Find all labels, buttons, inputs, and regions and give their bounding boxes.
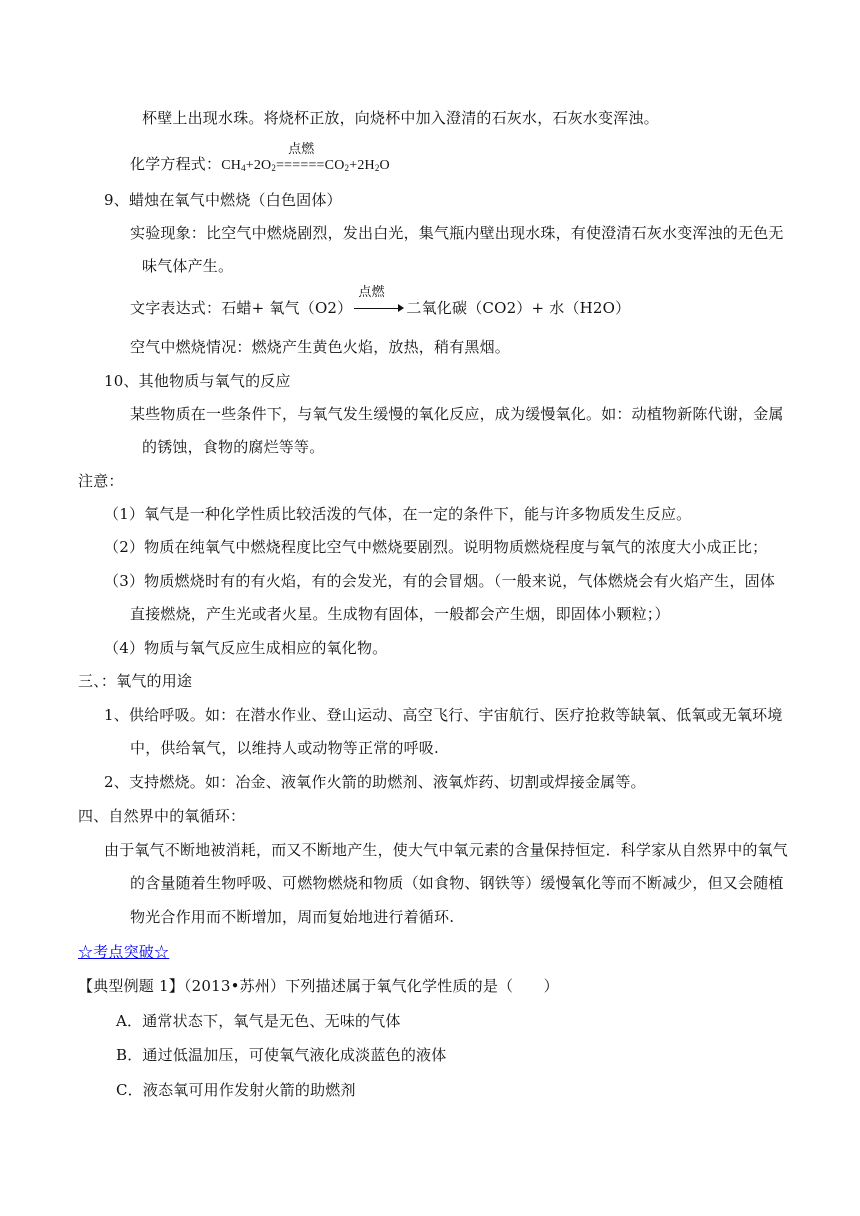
list-item-continued: 中，供给氧气，以维持人或动物等正常的呼吸.	[130, 739, 439, 757]
reaction-arrow-icon	[354, 285, 404, 316]
formula-subscript: 2	[344, 163, 350, 173]
formula-part: +2O	[245, 158, 272, 173]
list-item: 2、支持燃烧。如：冶金、液氧作火箭的助燃剂、液氧炸药、切割或焊接金属等。	[104, 773, 646, 791]
word-equation-line	[130, 285, 631, 318]
answer-option-c: C．液态氧可用作发射火箭的助燃剂	[116, 1081, 356, 1099]
formula-subscript: 2	[374, 163, 380, 173]
chemical-equation	[221, 141, 390, 173]
text-line: 某些物质在一些条件下，与氧气发生缓慢的氧化反应，成为缓慢氧化。如：动植物新陈代谢，金属	[130, 405, 784, 423]
chemical-equation-line	[130, 141, 390, 178]
text-line: 杯壁上出现水珠。将烧杯正放，向烧杯中加入澄清的石灰水，石灰水变浑浊。	[142, 109, 659, 127]
note-item: （2）物质在纯氧气中燃烧程度比空气中燃烧要剧烈。说明物质燃烧程度与氧气的浓度大小成正比；	[104, 538, 768, 556]
answer-option-a: A．通常状态下，氧气是无色、无味的气体	[116, 1012, 401, 1030]
text-line: 空气中燃烧情况：燃烧产生黄色火焰，放热，稍有黑烟。	[130, 338, 511, 356]
text-line: 的含量随着生物呼吸、可燃物燃烧和物质（如食物、钢铁等）缓慢氧化等而不断减少，但又会随植	[130, 874, 784, 892]
note-item: （1）氧气是一种化学性质比较活泼的气体，在一定的条件下，能与许多物质发生反应。	[104, 505, 692, 523]
section-heading: 9、蜡烛在氧气中燃烧（白色固体）	[104, 191, 342, 209]
section-heading: 10、其他物质与氧气的反应	[104, 372, 291, 390]
note-item-continued: 直接燃烧，产生光或者火星。生成物有固体，一般都会产生烟，即固体小颗粒；）	[130, 605, 670, 623]
formula-part: O	[379, 158, 390, 173]
word-equation-products: 二氧化碳（CO2）+ 水（H2O）	[406, 299, 631, 317]
text-line: 实验现象：比空气中燃烧剧烈，发出白光，集气瓶内壁出现水珠，有使澄清石灰水变浑浊的无色无	[130, 224, 784, 242]
text-line: 由于氧气不断地被消耗，而又不断地产生，使大气中氧元素的含量保持恒定．科学家从自然界中的氧气	[104, 841, 789, 859]
note-item: （4）物质与氧气反应生成相应的氧化物。	[104, 639, 388, 657]
key-points-link[interactable]: ☆考点突破☆	[78, 943, 170, 961]
note-item: （3）物质燃烧时有的有火焰，有的会发光，有的会冒烟。（一般来说，气体燃烧会有火焰产生，固体	[104, 572, 776, 590]
reaction-equals-sign	[276, 141, 325, 176]
formula-part: CH	[221, 158, 242, 173]
formula-part: +2H	[349, 158, 375, 173]
note-heading: 注意：	[78, 472, 124, 490]
reaction-condition: 点燃	[288, 141, 315, 156]
answer-option-b: B．通过低温加压，可使氧气液化成淡蓝色的液体	[116, 1046, 447, 1064]
list-item: 1、供给呼吸。如：在潜水作业、登山运动、高空飞行、宇宙航行、医疗抢救等缺氧、低氧或无氧环境	[104, 706, 783, 724]
text-line: 的锈蚀，食物的腐烂等等。	[142, 438, 325, 456]
reaction-condition: 点燃	[358, 285, 385, 300]
word-equation-reactants: 文字表达式：石蜡+ 氧气（O2）	[130, 299, 353, 317]
section-heading: 三、：氧气的用途	[78, 672, 193, 690]
text-line: 物光合作用而不断增加，周而复始地进行着循环.	[130, 908, 455, 926]
equation-label: 化学方程式：	[130, 155, 222, 173]
example-question: 【典型例题 1】（2013•苏州）下列描述属于氧气化学性质的是（ ）	[78, 977, 559, 995]
formula-subscript: 4	[241, 163, 246, 173]
equals-bar: ======	[276, 158, 325, 173]
formula-part: CO	[324, 158, 345, 173]
text-line: 味气体产生。	[142, 257, 234, 275]
section-heading: 四、自然界中的氧循环：	[78, 807, 246, 825]
formula-subscript: 2	[271, 163, 277, 173]
